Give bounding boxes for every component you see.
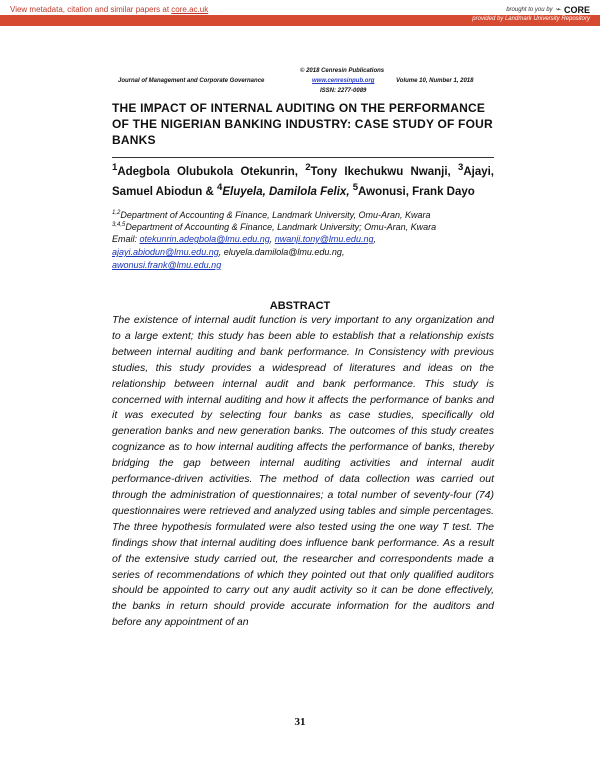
title-divider: [112, 157, 494, 158]
author-1-sup: 1: [112, 162, 118, 173]
abstract-heading: ABSTRACT: [269, 300, 331, 312]
header-issn: ISSN: 2277-0089: [320, 88, 367, 94]
core-logo-icon: ⌁: [555, 4, 561, 14]
affiliation-1-sup: 1,2: [112, 210, 121, 216]
author-3-sup: 3: [457, 162, 464, 173]
author-2-sup: 2: [305, 162, 311, 173]
header-copyright: © 2018 Cenresin Publications: [300, 68, 385, 74]
author-5-sup: 5: [352, 181, 359, 193]
core-provider-strip: [0, 15, 600, 26]
affiliation-2-text: Department of Accounting & Finance, Landmark University; Omu-Aran, Kwara: [125, 222, 437, 232]
core-banner: [0, 0, 600, 28]
email-ajayi[interactable]: ajayi.abiodun@lmu.edu.ng: [112, 247, 219, 257]
email-awonusi[interactable]: awonusi.frank@lmu.edu.ng: [112, 260, 222, 270]
author-4-sup: 4: [217, 181, 223, 193]
page-number: 31: [294, 716, 306, 728]
core-provider-text: provided by Landmark University Repository: [472, 16, 590, 22]
email-eluyela: eluyela.damilola@lmu.edu.ng: [223, 247, 342, 257]
author-1: Adegbola Olubukola Otekunrin,: [117, 165, 306, 178]
author-2: Tony Ikechukwu Nwanji,: [310, 165, 458, 178]
header-volume: Volume 10, Number 1, 2018: [396, 78, 474, 84]
core-metadata-link[interactable]: [10, 5, 208, 14]
email-line-2: ajayi.abiodun@lmu.edu.ng, eluyela.damilola@lmu.edu.ng,: [112, 247, 345, 257]
email-nwanji[interactable]: nwanji.tony@lmu.edu.ng: [274, 234, 374, 244]
email-line-1: Email: otekunrin.adegbola@lmu.edu.ng, nwanji.tony@lmu.edu.ng,: [112, 234, 376, 244]
paper-title: THE IMPACT OF INTERNAL AUDITING ON THE PERFORMANCE OF THE NIGERIAN BANKING INDUSTRY: CASE STUDY OF FOUR BANKS: [112, 101, 493, 147]
core-link[interactable]: core.ac.uk: [171, 5, 209, 14]
header-website-link[interactable]: www.cenresinpub.org: [312, 78, 375, 84]
author-list: [112, 160, 494, 200]
author-5: Awonusi, Frank Dayo: [358, 185, 475, 198]
email-otekunrin[interactable]: otekunrin.adegbola@lmu.edu.ng: [139, 234, 270, 244]
email-line-3: [112, 259, 494, 271]
affiliation-2-sup: 3,4,5: [112, 222, 126, 228]
author-3: Ajayi, Samuel Abiodun &: [112, 165, 494, 198]
affiliation-1-text: Department of Accounting & Finance, Landmark University, Omu-Aran, Kwara: [120, 210, 431, 220]
core-brand[interactable]: [506, 4, 590, 15]
email-label: Email:: [112, 234, 140, 244]
abstract-body: The existence of internal audit function is very important to any organization and to a large extent; this study has been able to establish that a relationship exists between internal auditing and bank performance. In Consistency with previous studies, this study provides a widespread of literatures and ideas on the relationship between internal audit and bank performance. This study is concerned with internal auditing and how it affects the performance of banks and it was executed by selecting four banks as case studies, specifically old generation banks and new generation banks. The outcomes of this study creates cognizance as to how internal auditing affects the performance of banks, thereby bridging the gap between internal auditing activities and internal audit performance-driven activities. The method of data collection was carried out through the administration of questionnaires; a total number of seventy-four (74) questionnaires were retrieved and analyzed using tables and simple percentages. The three hypothesis formulated were also tested using the one way T test. The findings show that internal auditing does influence bank performance. As a result of the extensive study carried out, the researcher and correspondents made a series of recommendations of which they pointed out that only qualified auditors should be appointed to carry out any audit activity so it can be done effectively, the banks in return should provide accurate information for the auditors and before any appointment of an: [112, 314, 494, 629]
header-journal: Journal of Management and Corporate Governance: [118, 78, 265, 84]
core-logo-text: CORE: [563, 4, 590, 15]
brought-by-text: brought to you by: [506, 6, 553, 13]
affiliation-2: [112, 219, 494, 233]
core-left-text: View metadata, citation and similar papers at: [10, 5, 172, 14]
author-4: Eluyela, Damilola Felix,: [222, 185, 353, 198]
